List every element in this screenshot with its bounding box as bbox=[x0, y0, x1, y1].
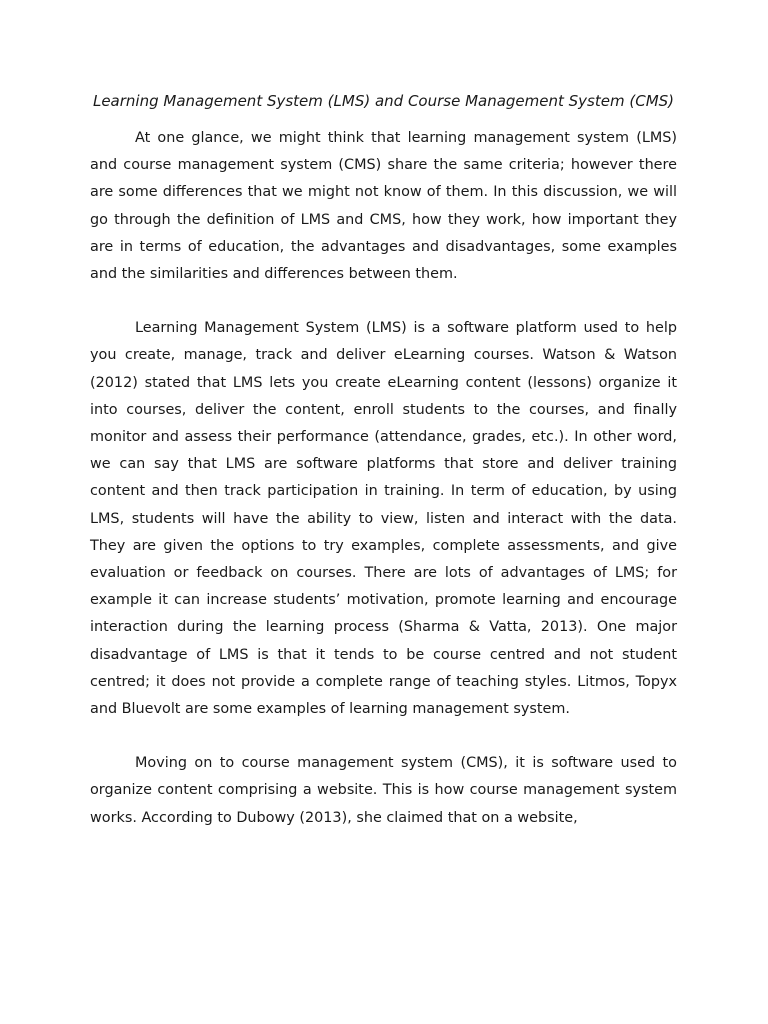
paragraph-cms: Moving on to course management system (CMS), it is software used to organize content comprising a website. This is how course management system works. According to Dubowy (2013), she claimed that on a website, bbox=[90, 755, 677, 826]
document-page bbox=[90, 90, 677, 832]
document-title: Learning Management System (LMS) and Course Management System (CMS) bbox=[92, 92, 675, 110]
paragraph-lms: Learning Management System (LMS) is a software platform used to help you create, manage, track and deliver eLearning courses. Watson & Watson (2012) stated that LMS lets you create eLearning content (lessons) organize it into courses, deliver the content, enroll students to the courses, and finally monitor and assess their performance (attendance, grades, etc.). In other word, we can say that LMS are software platforms that store and deliver training content and then track participation in training. In term of education, by using LMS, students will have the ability to view, listen and interact with the data. They are given the options to try examples, complete assessments, and give evaluation or feedback on courses. There are lots of advantages of LMS; for example it can increase students’ motivation, promote learning and encourage interaction during the learning process (Sharma & Vatta, 2013). One major disadvantage of LMS is that it tends to be course centred and not student centred; it does not provide a complete range of teaching styles. Litmos, Topyx and Bluevolt are some examples of learning management system. bbox=[90, 320, 677, 718]
paragraph-introduction: At one glance, we might think that learning management system (LMS) and course management system (CMS) share the same criteria; however there are some differences that we might not know of them. In this discussion, we will go through the definition of LMS and CMS, how they work, how important they are in terms of education, the advantages and disadvantages, some examples and the similarities and differences between them. bbox=[90, 130, 677, 283]
